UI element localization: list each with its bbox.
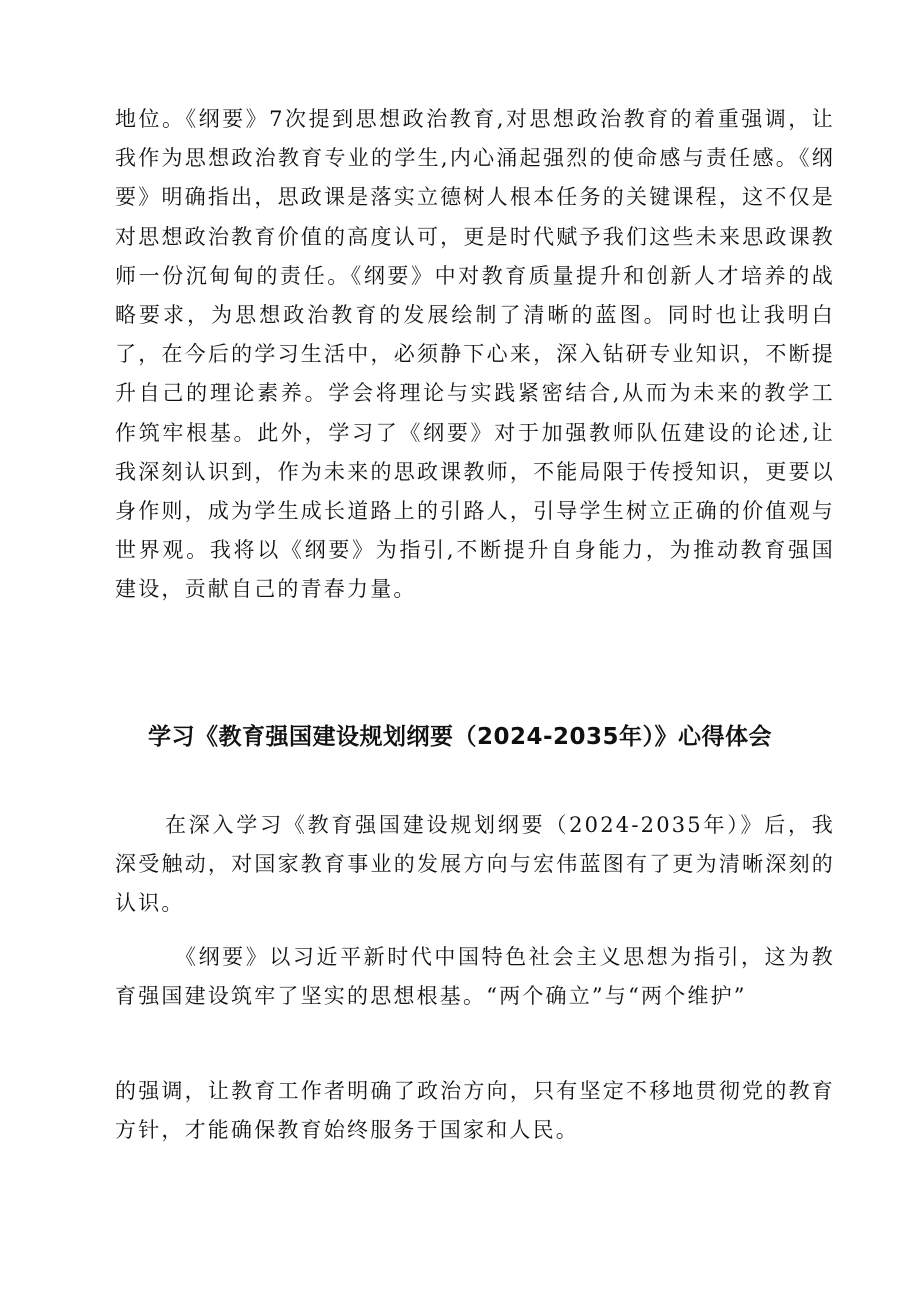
body-paragraph-3: 《纲要》以习近平新时代中国特色社会主义思想为指引，这为教育强国建设筑牢了坚实的思想根基。“两个确立”与“两个维护” bbox=[115, 945, 835, 1009]
body-paragraph-1: 地位。《纲要》7次提到思想政治教育,对思想政治教育的着重强调，让我作为思想政治教育专业的学生,内心涌起强烈的使命感与责任感。《纲要》明确指出，思政课是落实立德树人根本任务的关键课程，这不仅是对思想政治教育价值的高度认可，更是时代赋予我们这些未来思政课教师一份沉甸甸的责任。《纲要》中对教育质量提升和创新人才培养的战略要求，为思想政治教育的发展绘制了清晰的蓝图。同时也让我明白了，在今后的学习生活中，必须静下心来，深入钻研专业知识，不断提升自己的理论素养。学会将理论与实践紧密结合,从而为未来的教学工作筑牢根基。此外，学习了《纲要》对于加强教师队伍建设的论述,让我深刻认识到，作为未来的思政课教师，不能局限于传授知识，更要以身作则，成为学生成长道路上的引路人，引导学生树立正确的价值观与世界观。我将以《纲要》为指引,不断提升自身能力，为推动教育强国建设，贡献自己的青春力量。 bbox=[115, 107, 835, 602]
body-paragraph-4: 的强调，让教育工作者明确了政治方向，只有坚定不移地贯彻党的教育方针，才能确保教育始终服务于国家和人民。 bbox=[115, 1079, 835, 1143]
body-paragraph-2: 在深入学习《教育强国建设规划纲要（2024-2035年）》后，我深受触动，对国家教育事业的发展方向与宏伟蓝图有了更为清晰深刻的认识。 bbox=[115, 813, 835, 916]
section-title: 学习《教育强国建设规划纲要（2024-2035年）》心得体会 bbox=[147, 724, 773, 750]
